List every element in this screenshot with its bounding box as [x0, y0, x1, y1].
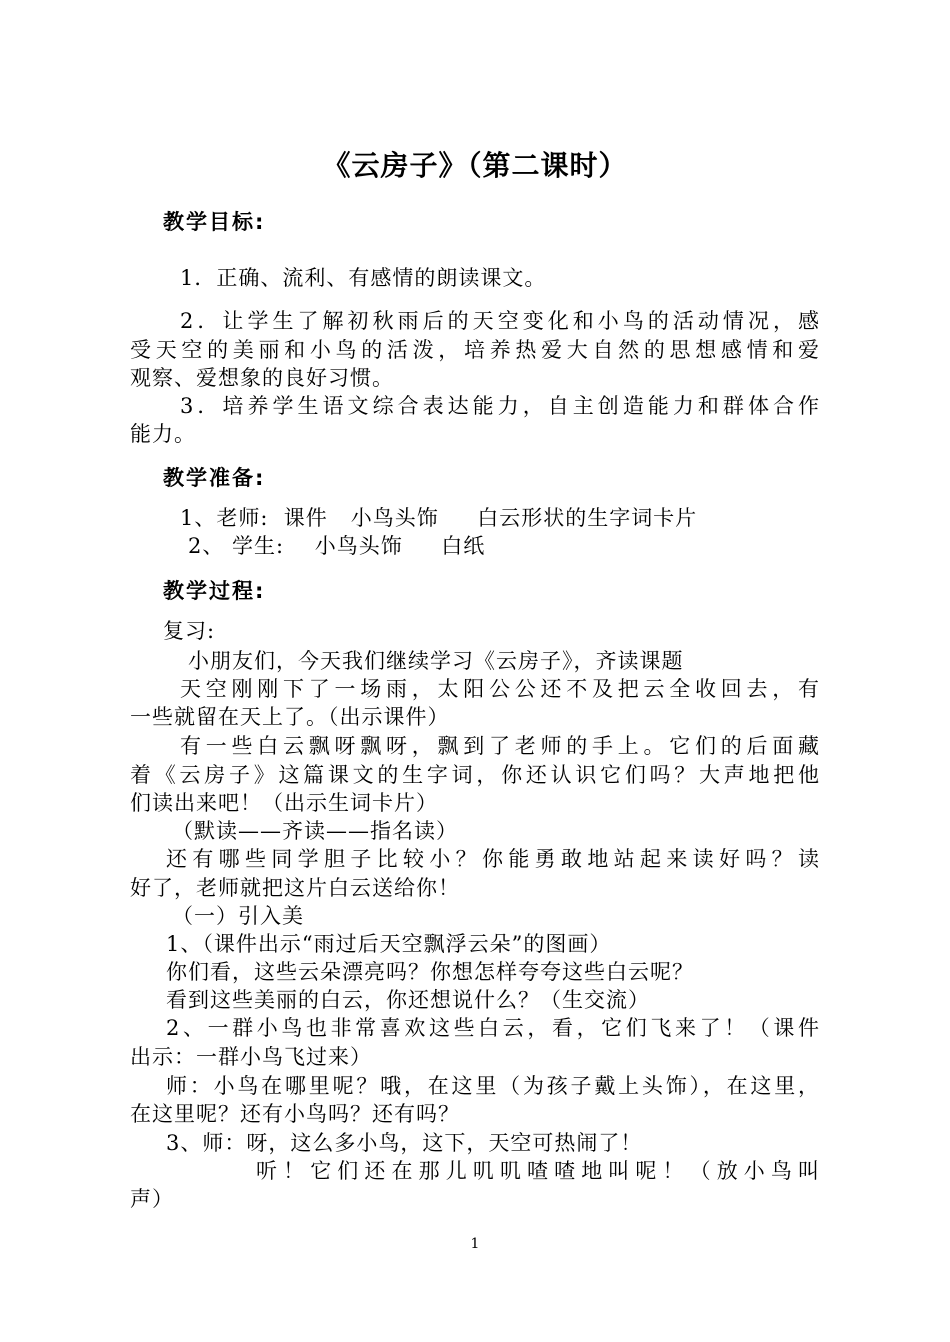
process-line: 看到这些美丽的白云，你还想说什么？（生交流）	[166, 988, 650, 1012]
process-line: 3、师：呀，这么多小鸟，这下，天空可热闹了！	[166, 1131, 643, 1155]
process-line: 小朋友们，今天我们继续学习《云房子》，齐读课题	[188, 649, 684, 673]
process-line: 听！它们还在那儿叽叽喳喳地叫呢！（放小鸟叫	[256, 1159, 820, 1183]
prep-teacher: 1、老师: 课件 小鸟头饰 白云形状的生字词卡片	[180, 506, 698, 530]
process-line: 天空刚刚下了一场雨，太阳公公还不及把云全收回去，有	[180, 677, 820, 701]
process-line: 在这里呢？还有小鸟吗？还有吗？	[130, 1102, 460, 1126]
process-line: 2、一群小鸟也非常喜欢这些白云，看，它们飞来了！（课件	[166, 1016, 820, 1040]
process-line: 还有哪些同学胆子比较小？你能勇敢地站起来读好吗？读	[166, 847, 820, 871]
goal-3-line-2: 能力。	[130, 422, 196, 446]
process-line: 一些就留在天上了。（出示课件）	[130, 705, 450, 729]
goal-1: 1．正确、流利、有感情的朗读课文。	[180, 266, 547, 290]
goal-2-line-1: 2．让学生了解初秋雨后的天空变化和小鸟的活动情况，感	[180, 309, 820, 333]
page-number: 1	[470, 1236, 480, 1252]
goals-heading: 教学目标:	[163, 210, 266, 234]
process-line: 你们看，这些云朵漂亮吗？你想怎样夸夸这些白云呢？	[166, 960, 694, 984]
process-line: 有一些白云飘呀飘呀，飘到了老师的手上。它们的后面藏	[180, 734, 820, 758]
prep-student: 2、 学生: 小鸟头饰 白纸	[188, 534, 486, 558]
goal-3-line-1: 3．培养学生语文综合表达能力，自主创造能力和群体合作	[180, 394, 820, 418]
process-line: 1、（课件出示“雨过后天空飘浮云朵”的图画）	[166, 932, 612, 956]
page-title: 《云房子》（第二课时）	[322, 149, 628, 182]
process-line: 声）	[130, 1187, 174, 1211]
process-line: 复习:	[163, 619, 216, 643]
process-line: 们读出来吧！（出示生词卡片）	[130, 791, 438, 815]
goal-2-line-3: 观察、爱想象的良好习惯。	[130, 366, 394, 390]
process-line: 师：小鸟在哪里呢？哦，在这里（为孩子戴上头饰），在这里，	[166, 1074, 820, 1098]
process-line: 出示：一群小鸟飞过来）	[130, 1045, 372, 1069]
process-heading: 教学过程:	[163, 579, 266, 603]
prep-heading: 教学准备:	[163, 466, 266, 490]
process-line: （一）引入美	[172, 904, 304, 928]
process-line: 着《云房子》这篇课文的生字词，你还认识它们吗？大声地把他	[130, 763, 820, 787]
goal-2-line-2: 受天空的美丽和小鸟的活泼，培养热爱大自然的思想感情和爱	[130, 338, 820, 362]
process-line: 好了，老师就把这片白云送给你！	[130, 876, 460, 900]
process-line: （默读——齐读——指名读）	[172, 819, 458, 843]
